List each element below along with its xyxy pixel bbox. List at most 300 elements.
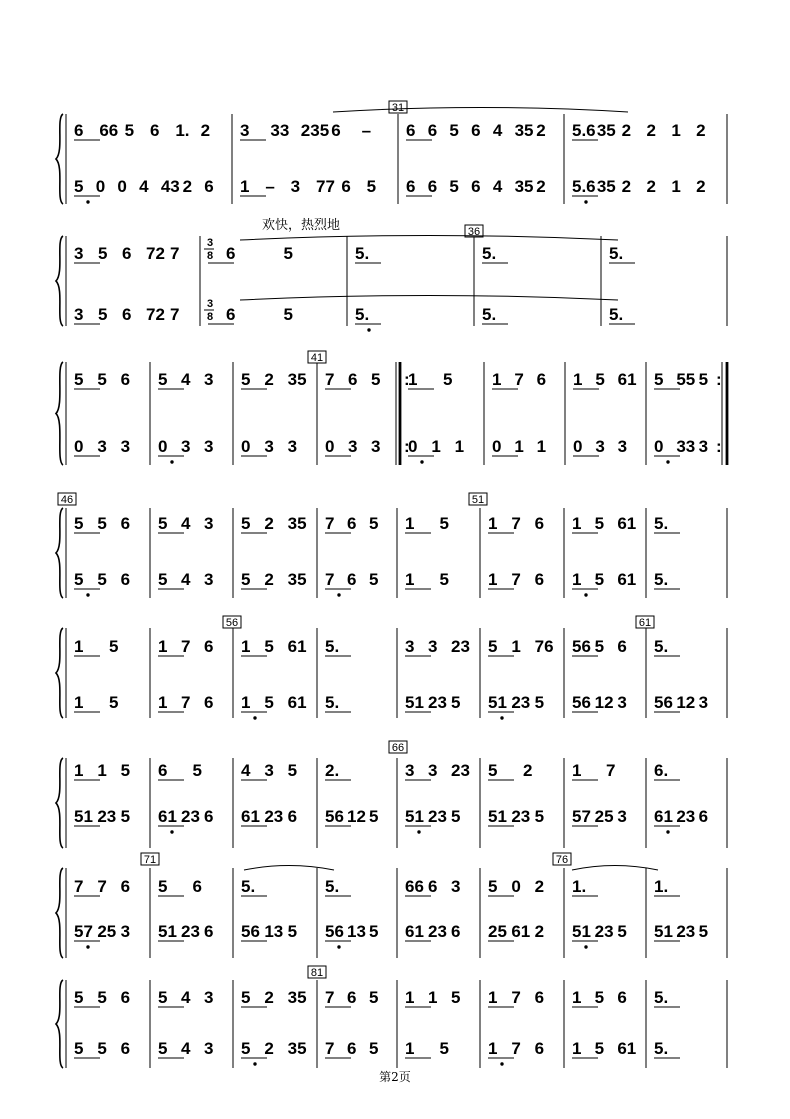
upper-part-measure: 1 — [74, 637, 84, 656]
upper-part-measure: 5 — [74, 988, 84, 1007]
lower-part-measure: 61 — [405, 922, 424, 941]
repeat-sign: : — [716, 437, 722, 456]
upper-part-measure: 6 — [347, 988, 357, 1007]
upper-part-measure: 1 — [405, 514, 415, 533]
upper-part-measure: 35 — [514, 121, 534, 140]
upper-part-measure: 5 — [488, 877, 498, 896]
tie — [240, 296, 618, 301]
upper-part-measure: 2 — [264, 370, 274, 389]
upper-part-measure: 1 — [572, 514, 582, 533]
lower-part-measure: 0 — [158, 437, 168, 456]
upper-part-measure: 6 — [158, 761, 168, 780]
upper-part-measure: 6 — [406, 121, 416, 140]
upper-part-measure: 5. — [325, 877, 340, 896]
lower-part-measure: 61 — [654, 807, 673, 826]
octave-dot-below — [420, 460, 423, 463]
octave-dot-below — [500, 716, 503, 719]
lower-part-measure: 6 — [451, 922, 461, 941]
lower-part-measure: 5 — [97, 570, 107, 589]
system-brace — [56, 114, 63, 204]
upper-part-measure: 5 — [109, 637, 119, 656]
lower-part-measure: 2 — [696, 177, 706, 196]
lower-part-measure: 6 — [204, 922, 214, 941]
lower-part-measure: 6 — [534, 1039, 545, 1058]
lower-part-measure: 7 — [170, 305, 180, 324]
upper-part-measure: 7 — [170, 244, 180, 263]
lower-part-measure: 3 — [204, 570, 214, 589]
upper-part-measure: 6 — [192, 877, 202, 896]
lower-part-measure: 51 — [405, 693, 424, 712]
upper-part-measure: 6 — [74, 121, 84, 140]
upper-part-measure: 72 — [146, 244, 165, 263]
upper-part-measure: 5 — [451, 988, 461, 1007]
lower-part-measure: 51 — [572, 922, 591, 941]
upper-part-measure: 5 — [158, 370, 168, 389]
upper-part-measure: 3 — [428, 637, 438, 656]
upper-part-measure: 5 — [158, 988, 168, 1007]
lower-part-measure: 1 — [405, 1039, 415, 1058]
lower-part-measure: 56 — [572, 693, 591, 712]
upper-part-measure: 1 — [572, 761, 582, 780]
rehearsal-mark-number: 36 — [467, 226, 481, 238]
lower-part-measure: 5 — [74, 1039, 84, 1058]
lower-part-measure: 5 — [241, 1039, 251, 1058]
upper-part-measure: 7 — [511, 988, 521, 1007]
lower-part-measure: 5 — [287, 922, 298, 941]
lower-part-measure: 35 — [514, 177, 534, 196]
lower-part-measure: 4 — [181, 570, 191, 589]
lower-part-measure: 56 — [241, 922, 260, 941]
upper-part-measure: 5 — [120, 761, 131, 780]
lower-part-measure: 5. — [355, 305, 370, 324]
rehearsal-mark-number: 56 — [225, 617, 239, 629]
upper-part-measure: 6 — [122, 244, 132, 263]
lower-part-measure: 51 — [74, 807, 93, 826]
time-signature-bottom: 8 — [207, 250, 214, 262]
upper-part-measure: 2 — [523, 761, 533, 780]
upper-part-measure: 3 — [204, 514, 214, 533]
rehearsal-mark-number: 61 — [638, 617, 652, 629]
upper-part-measure: 6 — [471, 121, 481, 140]
upper-part-measure: – — [361, 121, 372, 140]
lower-part-measure: 56 — [654, 693, 673, 712]
lower-part-measure: 51 — [405, 807, 424, 826]
lower-part-measure: 35 — [287, 1039, 307, 1058]
lower-part-measure: 6 — [287, 807, 298, 826]
lower-part-measure: 5 — [283, 305, 293, 324]
octave-dot-below — [500, 1062, 503, 1065]
tempo-marking: 欢快，热烈地 — [262, 218, 341, 233]
octave-dot-below — [584, 200, 587, 203]
lower-part-measure: 61 — [617, 1039, 637, 1058]
upper-part-measure: 3 — [405, 761, 415, 780]
lower-part-measure: 0 — [492, 437, 502, 456]
upper-part-measure: 6 — [120, 877, 131, 896]
lower-part-measure: 1 — [488, 570, 498, 589]
lower-part-measure: 2 — [182, 177, 193, 196]
lower-part-measure: 1 — [240, 177, 250, 196]
lower-part-measure: 1 — [536, 437, 547, 456]
upper-part-measure: 7 — [325, 370, 335, 389]
lower-part-measure: 61 — [158, 807, 177, 826]
lower-part-measure: 5 — [439, 1039, 449, 1058]
lower-part-measure: 1 — [241, 693, 251, 712]
upper-part-measure: 6 — [120, 514, 131, 533]
upper-part-measure: 6 — [428, 877, 438, 896]
upper-part-measure: 1. — [572, 877, 587, 896]
lower-part-measure: 3 — [204, 1039, 214, 1058]
lower-part-measure: 1 — [74, 693, 84, 712]
upper-part-measure: 55 — [676, 370, 696, 389]
lower-part-measure: 3 — [97, 437, 107, 456]
lower-part-measure: 35 — [596, 177, 616, 196]
upper-part-measure: 61 — [617, 514, 637, 533]
lower-part-measure: 3 — [617, 437, 628, 456]
upper-part-measure: 5 — [124, 121, 135, 140]
lower-part-measure: 6 — [122, 305, 132, 324]
lower-part-measure: 7 — [511, 570, 521, 589]
upper-part-measure: 1. — [175, 121, 190, 140]
upper-part-measure: 2 — [264, 988, 274, 1007]
lower-part-measure: 5 — [158, 570, 168, 589]
upper-part-measure: 5. — [654, 988, 669, 1007]
upper-part-measure: 35 — [287, 370, 307, 389]
lower-part-measure: 5. — [325, 693, 340, 712]
lower-part-measure: 1 — [671, 177, 681, 196]
lower-part-measure: 5 — [451, 693, 461, 712]
lower-part-measure: 6 — [347, 1039, 357, 1058]
upper-part-measure: 5 — [439, 514, 449, 533]
lower-part-measure: 0 — [117, 177, 127, 196]
upper-part-measure: 6 — [204, 637, 214, 656]
lower-part-measure: 61 — [287, 693, 307, 712]
lower-part-measure: 6 — [120, 570, 131, 589]
lower-part-measure: 23 — [97, 807, 117, 826]
rehearsal-mark-number: 81 — [310, 967, 324, 979]
upper-part-measure: 3 — [451, 877, 461, 896]
lower-part-measure: 23 — [428, 922, 447, 941]
rehearsal-mark-number: 66 — [391, 742, 405, 754]
upper-part-measure: 1 — [158, 637, 168, 656]
upper-part-measure: 5 — [443, 370, 453, 389]
repeat-sign: : — [404, 370, 410, 389]
lower-part-measure: 4 — [181, 1039, 191, 1058]
lower-part-measure: 25 — [488, 922, 507, 941]
upper-part-measure: 5. — [654, 514, 669, 533]
upper-part-measure: 4 — [181, 988, 191, 1007]
upper-part-measure: 1 — [408, 370, 418, 389]
lower-part-measure: 77 — [316, 177, 335, 196]
lower-part-measure: 5 — [594, 1039, 605, 1058]
upper-part-measure: 5 — [97, 514, 107, 533]
upper-part-measure: 0 — [511, 877, 521, 896]
lower-part-measure: 23 — [181, 922, 200, 941]
lower-part-measure: 72 — [146, 305, 165, 324]
lower-part-measure: 5. — [609, 305, 624, 324]
upper-part-measure: 3 — [264, 761, 274, 780]
lower-part-measure: 3 — [617, 807, 627, 826]
upper-part-measure: 5 — [287, 761, 298, 780]
lower-part-measure: 61 — [241, 807, 260, 826]
upper-part-measure: 3 — [428, 761, 438, 780]
upper-part-measure: 1 — [492, 370, 502, 389]
lower-part-measure: 4 — [492, 177, 503, 196]
lower-part-measure: 23 — [264, 807, 284, 826]
upper-part-measure: 5. — [482, 244, 497, 263]
lower-part-measure: 5 — [74, 177, 84, 196]
upper-part-measure: 5.6 — [572, 121, 596, 140]
upper-part-measure: 1 — [573, 370, 583, 389]
rehearsal-mark-number: 51 — [471, 494, 485, 506]
upper-part-measure: 6 — [536, 370, 547, 389]
lower-part-measure: 5 — [617, 922, 627, 941]
upper-part-measure: 5 — [264, 637, 274, 656]
system-brace — [56, 758, 63, 848]
octave-dot-below — [417, 830, 420, 833]
lower-part-measure: 23 — [181, 807, 200, 826]
upper-part-measure: 6 — [120, 988, 131, 1007]
lower-part-measure: 3 — [698, 437, 709, 456]
upper-part-measure: 6 — [150, 121, 160, 140]
lower-part-measure: 5 — [451, 807, 461, 826]
lower-part-measure: 2 — [621, 177, 632, 196]
upper-part-measure: 1 — [405, 988, 415, 1007]
upper-part-measure: 61 — [617, 370, 637, 389]
lower-part-measure: 0 — [95, 177, 106, 196]
upper-part-measure: 33 — [270, 121, 290, 140]
upper-part-measure: 7 — [181, 637, 191, 656]
upper-part-measure: 5. — [609, 244, 624, 263]
lower-part-measure: 0 — [573, 437, 583, 456]
upper-part-measure: 6 — [226, 244, 236, 263]
lower-part-measure: 5. — [654, 570, 669, 589]
lower-part-measure: 56 — [325, 922, 344, 941]
upper-part-measure: 5 — [241, 370, 251, 389]
lower-part-measure: 5 — [120, 807, 131, 826]
lower-part-measure: 3 — [264, 437, 274, 456]
lower-part-measure: 6 — [226, 305, 236, 324]
lower-part-measure: 1 — [572, 1039, 582, 1058]
repeat-sign: : — [716, 370, 722, 389]
lower-part-measure: 43 — [160, 177, 180, 196]
upper-part-measure: 5. — [325, 637, 340, 656]
lower-part-measure: 7 — [325, 570, 335, 589]
lower-part-measure: 6 — [204, 807, 214, 826]
lower-part-measure: 5 — [369, 570, 379, 589]
lower-part-measure: 7 — [325, 1039, 335, 1058]
upper-part-measure: 2. — [325, 761, 340, 780]
upper-part-measure: 5. — [654, 637, 669, 656]
upper-part-measure: 5 — [98, 244, 108, 263]
lower-part-measure: 5.6 — [572, 177, 596, 196]
octave-dot-below — [170, 830, 173, 833]
upper-part-measure: 5 — [192, 761, 202, 780]
upper-part-measure: 5 — [594, 637, 605, 656]
lower-part-measure: 6 — [406, 177, 416, 196]
page-number: 第2页 — [379, 1070, 411, 1084]
upper-part-measure: 23 — [451, 637, 470, 656]
lower-part-measure: 5 — [74, 570, 84, 589]
lower-part-measure: 13 — [347, 922, 366, 941]
upper-part-measure: 6 — [427, 121, 438, 140]
upper-part-measure: 35 — [287, 514, 307, 533]
lower-part-measure: 5 — [97, 1039, 107, 1058]
upper-part-measure: 5 — [158, 877, 168, 896]
upper-part-measure: 7 — [325, 988, 335, 1007]
lower-part-measure: 51 — [158, 922, 177, 941]
lower-part-measure: 3 — [290, 177, 301, 196]
octave-dot-below — [86, 945, 89, 948]
lower-part-measure: 5 — [241, 570, 251, 589]
upper-part-measure: 2 — [536, 121, 546, 140]
upper-part-measure: 5 — [595, 370, 605, 389]
upper-part-measure: 5 — [74, 514, 84, 533]
lower-part-measure: 5 — [698, 922, 709, 941]
upper-part-measure: 66 — [99, 121, 119, 140]
lower-part-measure: 51 — [488, 807, 507, 826]
upper-part-measure: 6 — [534, 988, 545, 1007]
upper-part-measure: 6 — [617, 988, 627, 1007]
upper-part-measure: 23 — [451, 761, 470, 780]
lower-part-measure: 3 — [120, 437, 131, 456]
time-signature-bottom: 8 — [207, 311, 214, 323]
lower-part-measure: 1 — [514, 437, 524, 456]
system-brace — [56, 362, 63, 465]
upper-part-measure: 4 — [492, 121, 503, 140]
lower-part-measure: 5 — [264, 693, 274, 712]
lower-part-measure: 6 — [534, 570, 545, 589]
octave-dot-below — [367, 328, 370, 331]
upper-part-measure: 7 — [606, 761, 616, 780]
upper-part-measure: 1 — [671, 121, 681, 140]
upper-part-measure: 4 — [181, 514, 191, 533]
upper-part-measure: 35 — [596, 121, 616, 140]
lower-part-measure: 3 — [120, 922, 131, 941]
lower-part-measure: 0 — [408, 437, 418, 456]
rehearsal-mark-number: 31 — [391, 102, 405, 114]
upper-part-measure: 5 — [369, 988, 379, 1007]
upper-part-measure: 2 — [534, 877, 545, 896]
lower-part-measure: 3 — [617, 693, 627, 712]
octave-dot-below — [666, 460, 669, 463]
lower-part-measure: 5 — [594, 570, 605, 589]
upper-part-measure: 7 — [511, 514, 521, 533]
lower-part-measure: 0 — [241, 437, 251, 456]
lower-part-measure: 57 — [74, 922, 93, 941]
upper-part-measure: 7 — [325, 514, 335, 533]
lower-part-measure: 2 — [264, 570, 274, 589]
lower-part-measure: 1 — [431, 437, 441, 456]
lower-part-measure: 51 — [488, 693, 507, 712]
lower-part-measure: 23 — [428, 807, 447, 826]
lower-part-measure: 6 — [341, 177, 351, 196]
upper-part-measure: 5. — [355, 244, 370, 263]
lower-part-measure: 6 — [347, 570, 357, 589]
lower-part-measure: 25 — [594, 807, 614, 826]
lower-part-measure: 23 — [511, 807, 531, 826]
lower-part-measure: 23 — [676, 807, 696, 826]
upper-part-measure: 5 — [371, 370, 381, 389]
upper-part-measure: 6. — [654, 761, 669, 780]
lower-part-measure: 7 — [511, 1039, 521, 1058]
lower-part-measure: 6 — [427, 177, 438, 196]
lower-part-measure: 5 — [369, 807, 379, 826]
octave-dot-below — [170, 460, 173, 463]
lower-part-measure: 3 — [595, 437, 605, 456]
lower-part-measure: 56 — [325, 807, 344, 826]
lower-part-measure: 5 — [439, 570, 449, 589]
upper-part-measure: 5 — [74, 370, 84, 389]
upper-part-measure: 76 — [534, 637, 554, 656]
tie — [333, 108, 628, 113]
lower-part-measure: 33 — [676, 437, 696, 456]
rehearsal-mark-number: 76 — [555, 854, 569, 866]
tie — [244, 866, 334, 871]
octave-dot-below — [666, 830, 669, 833]
system-brace — [56, 980, 63, 1068]
upper-part-measure: 1 — [488, 988, 498, 1007]
lower-part-measure: 12 — [594, 693, 614, 712]
lower-part-measure: 3 — [371, 437, 381, 456]
lower-part-measure: 57 — [572, 807, 591, 826]
upper-part-measure: 5 — [97, 370, 107, 389]
upper-part-measure: 66 — [405, 877, 424, 896]
upper-part-measure: 1 — [74, 761, 84, 780]
upper-part-measure: 5 — [158, 514, 168, 533]
upper-part-measure: 2 — [264, 514, 274, 533]
upper-part-measure: 1 — [97, 761, 107, 780]
lower-part-measure: 6 — [471, 177, 481, 196]
upper-part-measure: 1 — [488, 514, 498, 533]
upper-part-measure: 6 — [348, 370, 358, 389]
upper-part-measure: 6 — [331, 121, 341, 140]
lower-part-measure: 12 — [347, 807, 366, 826]
upper-part-measure: 6 — [347, 514, 357, 533]
lower-part-measure: 6 — [120, 1039, 131, 1058]
lower-part-measure: 13 — [264, 922, 284, 941]
octave-dot-below — [253, 1062, 256, 1065]
system-brace — [56, 868, 63, 958]
octave-dot-below — [337, 593, 340, 596]
lower-part-measure: 5 — [534, 807, 545, 826]
lower-part-measure: 0 — [325, 437, 335, 456]
rehearsal-mark-number: 41 — [310, 352, 324, 364]
lower-part-measure: 5 — [366, 177, 377, 196]
upper-part-measure: 5 — [97, 988, 107, 1007]
lower-part-measure: 12 — [676, 693, 696, 712]
upper-part-measure: 5 — [594, 988, 605, 1007]
lower-part-measure: 61 — [511, 922, 531, 941]
lower-part-measure: 5 — [98, 305, 108, 324]
upper-part-measure: 5 — [283, 244, 293, 263]
lower-part-measure: 23 — [511, 693, 531, 712]
octave-dot-below — [86, 593, 89, 596]
octave-dot-below — [584, 593, 587, 596]
upper-part-measure: 5 — [241, 988, 251, 1007]
lower-part-measure: 7 — [181, 693, 191, 712]
lower-part-measure: 3 — [181, 437, 191, 456]
lower-part-measure: 1 — [405, 570, 415, 589]
upper-part-measure: 56 — [572, 637, 591, 656]
lower-part-measure: 0 — [74, 437, 84, 456]
lower-part-measure: 35 — [287, 570, 307, 589]
lower-part-measure: 1 — [454, 437, 465, 456]
lower-part-measure: 23 — [428, 693, 447, 712]
upper-part-measure: 3 — [74, 244, 84, 263]
tie — [240, 236, 618, 241]
lower-part-measure: 4 — [139, 177, 149, 196]
lower-part-measure: 3 — [287, 437, 298, 456]
